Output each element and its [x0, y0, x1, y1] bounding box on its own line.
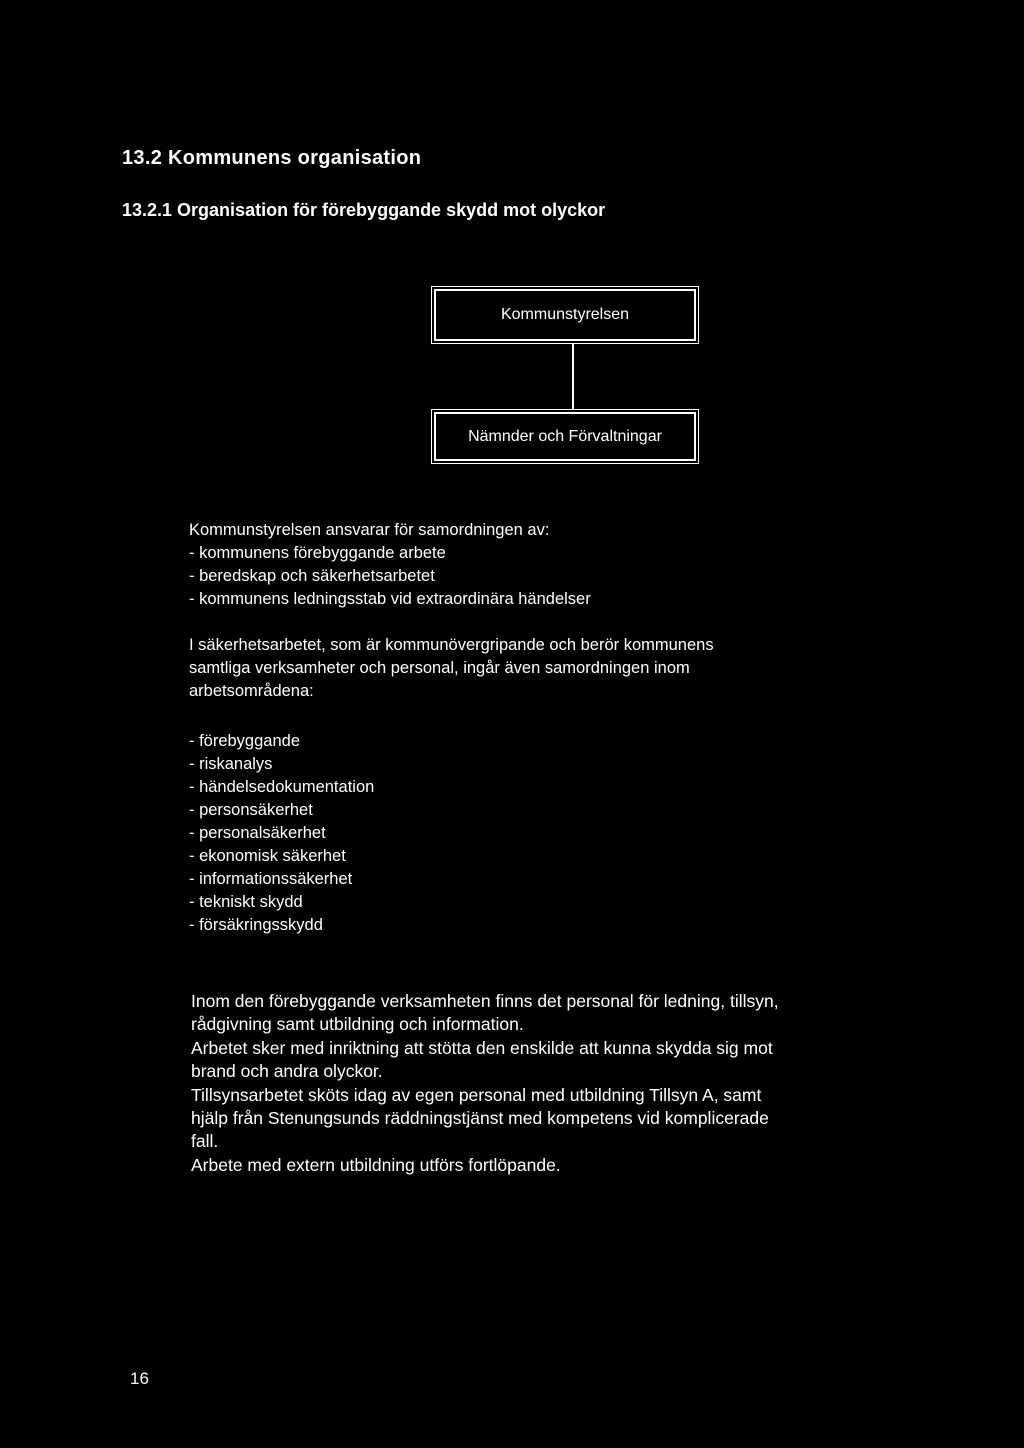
list-item: - tekniskt skydd	[189, 893, 303, 911]
org-connector-line	[572, 344, 574, 410]
text-line: I säkerhetsarbetet, som är kommunövergripande och berör kommunens	[189, 636, 714, 654]
list-item: - förebyggande	[189, 732, 300, 750]
list-item: - personsäkerhet	[189, 801, 313, 819]
section-heading: 13.2 Kommunens organisation	[122, 147, 422, 169]
text-line: arbetsområdena:	[189, 682, 314, 700]
text-line: - kommunens förebyggande arbete	[189, 544, 446, 562]
list-item: - försäkringsskydd	[189, 916, 323, 934]
list-item: - ekonomisk säkerhet	[189, 847, 346, 865]
text-line: brand och andra olyckor.	[191, 1061, 383, 1082]
text-line: Arbetet sker med inriktning att stötta den enskilde att kunna skydda sig mot	[191, 1037, 773, 1058]
safety-intro-paragraph	[189, 634, 714, 703]
org-box-kommunstyrelsen	[434, 289, 696, 341]
text-line: Tillsynsarbetet sköts idag av egen personal med utbildning Tillsyn A, samt	[191, 1084, 762, 1105]
text-line: - kommunens ledningsstab vid extraordinära händelser	[189, 590, 591, 608]
org-box-namnder	[434, 412, 696, 461]
text-line: Kommunstyrelsen ansvarar för samordningen av:	[189, 521, 550, 539]
org-box-label: Kommunstyrelsen	[500, 306, 630, 323]
text-line: hjälp från Stenungsunds räddningstjänst med kompetens vid komplicerade	[191, 1108, 769, 1129]
text-line: samtliga verksamheter och personal, ingår även samordningen inom	[189, 659, 690, 677]
text-line: Arbete med extern utbildning utförs fortlöpande.	[191, 1154, 561, 1175]
prevention-paragraph	[191, 990, 779, 1177]
org-box-label: Nämnder och Förvaltningar	[468, 427, 662, 445]
list-item: - personalsäkerhet	[189, 824, 326, 842]
list-item: - händelsedokumentation	[189, 778, 375, 796]
text-line: Inom den förebyggande verksamheten finns det personal för ledning, tillsyn,	[191, 991, 779, 1011]
list-item: - riskanalys	[189, 755, 273, 773]
list-item: - informationssäkerhet	[189, 870, 353, 888]
work-areas-list	[189, 730, 374, 937]
text-line: - beredskap och säkerhetsarbetet	[189, 567, 435, 585]
page-number: 16	[130, 1369, 149, 1388]
text-line: rådgivning samt utbildning och information.	[191, 1014, 524, 1035]
responsibility-paragraph	[189, 519, 591, 611]
text-line: fall.	[191, 1131, 219, 1152]
subsection-heading: 13.2.1 Organisation för förebyggande skydd mot olyckor	[122, 200, 606, 220]
